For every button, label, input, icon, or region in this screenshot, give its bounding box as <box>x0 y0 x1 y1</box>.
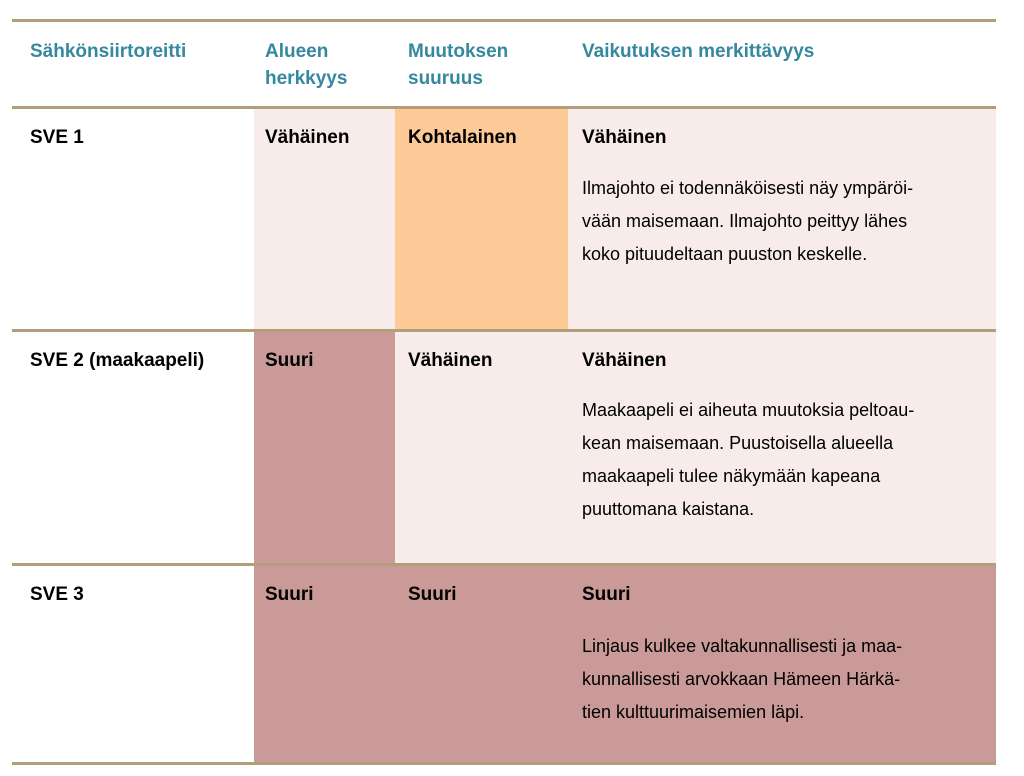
bottom-rule <box>12 762 996 765</box>
significance-value: Vähäinen <box>582 127 667 148</box>
table-row <box>0 109 1024 329</box>
header-route: Sähkönsiirtoreitti <box>30 41 187 62</box>
significance-value: Vähäinen <box>582 350 667 371</box>
sensitivity-value: Suuri <box>265 584 314 605</box>
description-line: kean maisemaan. Puustoisella alueella <box>582 433 894 453</box>
route-label: SVE 2 (maakaapeli) <box>30 350 205 371</box>
sensitivity-value: Vähäinen <box>265 127 350 148</box>
description-line: puuttomana kaistana. <box>582 499 755 519</box>
table-row <box>0 566 1024 762</box>
description-line: Maakaapeli ei aiheuta muutoksia peltoau- <box>582 400 915 420</box>
description-line: koko pituudeltaan puuston keskelle. <box>582 244 868 264</box>
description-line: maakaapeli tulee näkymään kapeana <box>582 466 881 486</box>
impact-description <box>582 172 992 271</box>
significance-value: Suuri <box>582 584 631 605</box>
impact-description <box>582 394 992 526</box>
impact-description <box>582 630 992 729</box>
description-line: Ilmajohto ei todennäköisesti näy ympäröi- <box>582 178 914 198</box>
route-label: SVE 1 <box>30 127 84 148</box>
description-line: Linjaus kulkee valtakunnallisesti ja maa- <box>582 636 903 656</box>
sensitivity-value: Suuri <box>265 350 314 371</box>
change-value: Suuri <box>408 584 457 605</box>
description-line: tien kulttuurimaisemien läpi. <box>582 702 805 722</box>
header-sensitivity: Alueen herkkyys <box>265 41 348 89</box>
description-line: vään maisemaan. Ilmajohto peittyy lähes <box>582 211 908 231</box>
route-label: SVE 3 <box>30 584 84 605</box>
header-change: Muutoksen suuruus <box>408 41 509 89</box>
change-value: Vähäinen <box>408 350 493 371</box>
description-line: kunnallisesti arvokkaan Hämeen Härkä- <box>582 669 901 689</box>
change-value: Kohtalainen <box>408 127 517 148</box>
table-header <box>0 22 1024 106</box>
header-significance: Vaikutuksen merkittävyys <box>582 41 815 62</box>
table-row <box>0 332 1024 563</box>
